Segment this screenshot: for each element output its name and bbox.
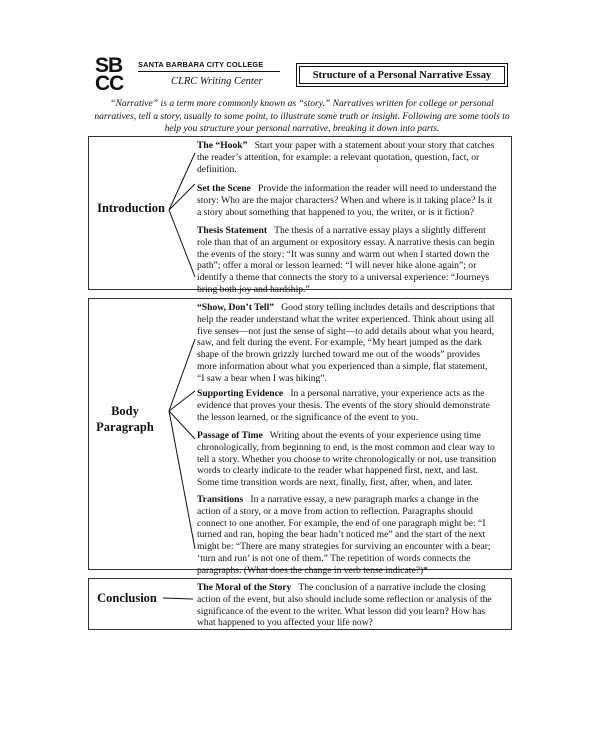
set-scene-item	[197, 183, 497, 218]
thesis-item	[197, 225, 497, 296]
thesis-title: Thesis Statement	[197, 225, 268, 236]
body-paragraph-section	[88, 298, 512, 576]
introduction-label: Introduction	[97, 201, 165, 215]
introduction-section	[88, 136, 512, 295]
set-scene-title: Set the Scene	[197, 183, 251, 194]
hook-title: The “Hook”	[197, 140, 248, 151]
supporting-evidence-item	[197, 388, 497, 423]
transitions-item	[197, 494, 497, 577]
center-name: CLRC Writing Center	[171, 76, 263, 87]
passage-of-time-title: Passage of Time	[197, 430, 263, 441]
hook-text: Start your paper with a statement about your story that catches the reader’s attention, for example: a relevant quotation, question, fact, or definition.	[197, 140, 495, 175]
logo-divider	[138, 71, 280, 72]
supporting-evidence-title: Supporting Evidence	[197, 388, 284, 399]
hook-item	[197, 140, 497, 175]
moral-of-story-item	[197, 582, 497, 629]
transitions-text: In a narrative essay, a new paragraph marks a change in the action of a story, or a move from action to reflection. Paragraphs should connect to one another. For example, the end of one paragraph might be: “I turned and ran, hoping the bear hadn’t noticed me” and the start of the next might be: “There are many strategies for surviving an encounter with a bear; ‘turn and run’ is not one of them.” The repetition of words connects the paragraphs. (What does the change in verb tense indicate?)*	[197, 494, 491, 576]
thesis-text: The thesis of a narrative essay plays a slightly different role than that of an argument or expository essay. A narrative thesis can begin the events of the story: “It was sunny and warm out when I started down the path”; offer a moral or lesson learned: “I will never hike alone again”; or identify a theme that connects the story to a universal experience: “Journeys bring both joy and hardship.”	[197, 225, 495, 295]
college-logo	[95, 54, 133, 95]
moral-of-story-title: The Moral of the Story	[197, 582, 292, 593]
show-dont-tell-title: “Show, Don’t Tell”	[197, 302, 275, 313]
document-title: Structure of a Personal Narrative Essay	[299, 66, 505, 84]
moral-of-story-text: The conclusion of a narrative include the closing action of the event, but also should include some reflection or analysis of the significance of the event to the writer. What lesson did you learn? How has what happened to you affected your life now?	[197, 582, 492, 629]
show-dont-tell-text: Good story telling includes details and descriptions that help the reader understand what the writer experienced. Think about using all five senses—not just the sense of sight—to add details about what you heard, saw, and felt during the event. For example, “My heart jumped as the dark shape of the brown grizzly lurched toward me out of the woods” provides more information about what you experienced than a simple, flat statement, “I saw a bear when I was hiking”.	[197, 302, 495, 384]
college-name: SANTA BARBARA CITY COLLEGE	[138, 60, 264, 69]
body-paragraph-label: Body Paragraph	[96, 404, 154, 434]
logo-line-1: SB	[95, 54, 123, 77]
set-scene-text: Provide the information the reader will need to understand the story: Who are the major characters? When and where is it taking place? Is it a story about something that happened to you, the writer, or is it fiction?	[197, 183, 497, 218]
document-title-box	[296, 63, 508, 87]
intro-paragraph: “Narrative” is a term more commonly known as “story.” Narratives written for college or personal narratives, tell a story, usually to some point, to illustrate some truth or insight. Following are some tools to help you structure your personal narrative, breaking it down into parts.	[94, 98, 510, 134]
passage-of-time-item	[197, 430, 497, 489]
conclusion-section	[88, 578, 512, 630]
show-dont-tell-item	[197, 302, 497, 385]
supporting-evidence-text: In a personal narrative, your experience acts as the evidence that proves your thesis. The events of the story should demonstrate the lesson learned, or the significance of the event to you.	[197, 388, 490, 423]
passage-of-time-text: Writing about the events of your experience using time chronologically, from beginning to end, is the most common and clear way to tell a story. Whether you choose to write chronologically or not, use transition words to clearly indicate to the reader what happened first, next, and last. Some time transition words are next, finally, first, after, when, and later.	[197, 430, 497, 489]
transitions-title: Transitions	[197, 494, 244, 505]
conclusion-label: Conclusion	[97, 591, 157, 605]
logo-line-2: CC	[95, 72, 124, 95]
